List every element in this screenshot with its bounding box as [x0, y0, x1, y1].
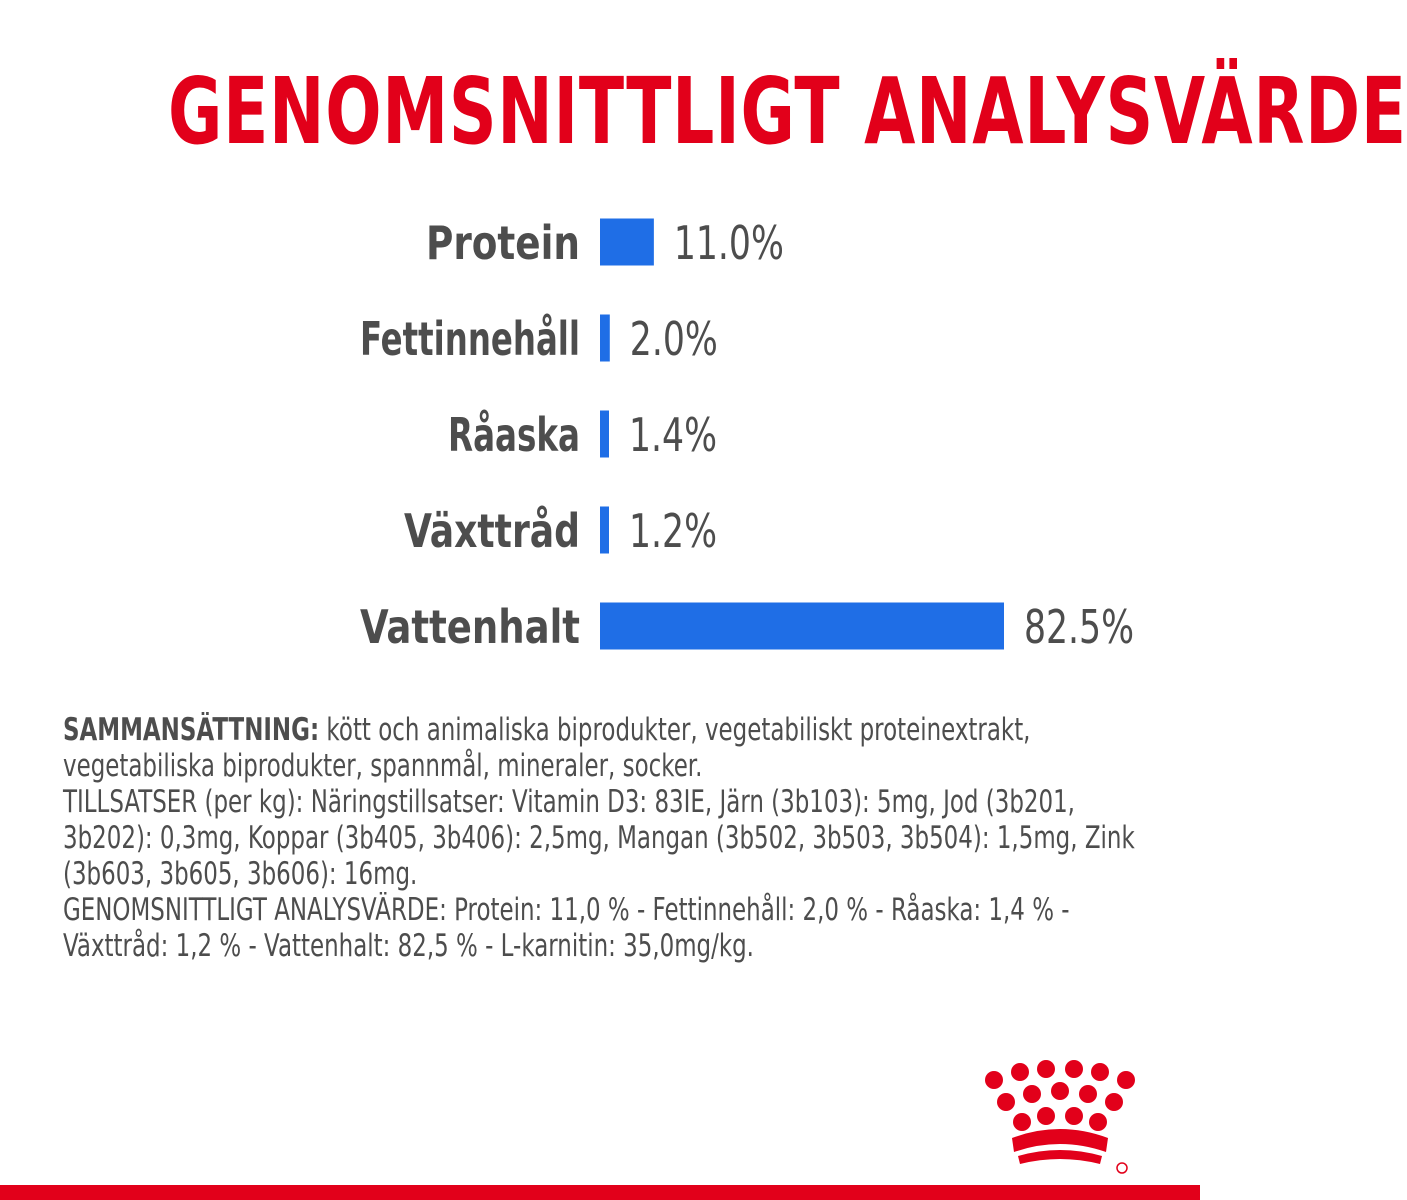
value-label: 11.0% [673, 216, 784, 270]
bar [600, 411, 609, 458]
bar [600, 315, 610, 362]
value-label: 1.4% [629, 408, 717, 462]
composition-heading: SAMMANSÄTTNING: [63, 712, 320, 748]
royal-canin-crown-icon [982, 1060, 1142, 1180]
category-label: Vattenhalt [360, 600, 580, 654]
category-label: Fettinnehåll [360, 312, 580, 366]
category-label: Växttråd [404, 504, 580, 558]
bar [600, 603, 1004, 650]
page-title: GENOMSNITTLIGT ANALYSVÄRDE [167, 58, 1407, 165]
value-label: 2.0% [629, 312, 718, 366]
nutrition-bar-chart [0, 195, 1200, 665]
ingredients-text: kött och animaliska biprodukter, vegetabiliskt proteinextrakt, vegetabiliska biprodukter, spannmål, mineraler, socker. [63, 712, 1031, 784]
value-label: 1.2% [629, 504, 717, 558]
additives-text: TILLSATSER (per kg): Näringstillsatser: Vitamin D3: 83IE, Järn (3b103): 5mg, Jod (3b201, 3b202): 0,3mg, Koppar (3b405, 3b406): 2,5mg, Mangan (3b502, 3b503, 3b504): 1,5mg, Zink (3b603, 3b605, 3b606): 16mg. [63, 784, 1135, 892]
value-label: 82.5% [1024, 600, 1134, 654]
category-label: Råaska [448, 408, 580, 462]
composition-text [63, 712, 1153, 964]
ingredients-paragraph [63, 712, 1151, 784]
bar [600, 507, 609, 554]
bar [600, 219, 654, 266]
bottom-brand-bar [0, 1185, 1200, 1200]
analysis-text: GENOMSNITTLIGT ANALYSVÄRDE: Protein: 11,0 % - Fettinnehåll: 2,0 % - Råaska: 1,4 % - Växttråd: 1,2 % - Vattenhalt: 82,5 % - L-karnitin: 35,0mg/kg. [63, 892, 1070, 964]
category-label: Protein [426, 216, 580, 270]
